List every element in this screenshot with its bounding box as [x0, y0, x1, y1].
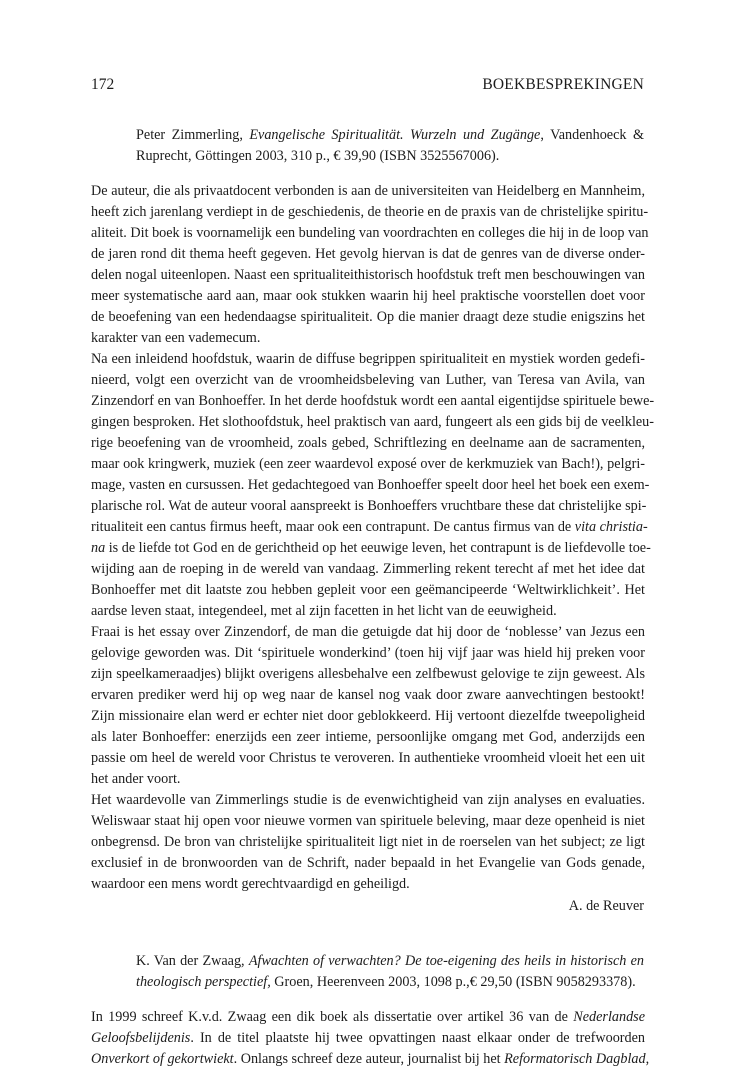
text-run: aliteit. Dit boek is voornamelijk een bundeling van voordrachten en colleges die hij in de loop van: [91, 225, 649, 241]
review-1-text-line: [91, 307, 645, 328]
review-1-text-line: [91, 706, 645, 727]
text-run: delen nogal uiteenlopen. Naast een spritualiteithistorisch hoofdstuk treft men beschouwingen van: [91, 267, 645, 283]
review-1-text-line: [91, 832, 645, 853]
review-1-text-line: [91, 538, 651, 559]
text-run: Zijn missionaire elan werd er echter niet door geblokkeerd. Hij vertoont diezelfde tweepoligheid: [91, 708, 645, 724]
review-1-text-line: [91, 811, 645, 832]
text-run: Zinzendorf en van Bonhoeffer. In het derde hoofdstuk wordt een aantal eigentijdse spirituele bewe-: [91, 393, 655, 409]
italic-text-run: Nederlandse: [573, 1009, 645, 1025]
review-1-text-line: [91, 727, 645, 748]
review-1-text-line: [91, 853, 645, 874]
italic-text-run: vita christia-: [574, 519, 648, 535]
review-1-text-line: [91, 454, 645, 475]
italic-text-run: Afwachten of verwachten? De toe-eigening des heils in historisch en: [248, 953, 644, 969]
text-run: Fraai is het essay over Zinzendorf, de man die getuigde dat hij door de ‘noblesse’ van Jezus een: [91, 624, 645, 640]
review-1-text-line: [91, 601, 557, 622]
text-run: als later Bonhoeffer: enerzijds een zeer intieme, persoonlijke omgang met God, anderzijds een: [91, 729, 645, 745]
text-run: Na een inleidend hoofdstuk, waarin de diffuse begrippen spiritualiteit en mystiek worden gedefi-: [91, 351, 645, 367]
review-1-text-line: [91, 685, 645, 706]
text-run: Weliswaar staat hij open voor nieuwe vormen van spirituele beleving, maar deze openheid is niet: [91, 813, 645, 829]
review-1-text-line: [91, 643, 645, 664]
italic-text-run: theologisch perspectief,: [136, 974, 271, 990]
review-1-text-line: [91, 622, 645, 643]
text-run: ,: [645, 1051, 650, 1067]
running-head: BOEKBESPREKINGEN: [482, 76, 644, 93]
review-1-text-line: [91, 412, 654, 433]
text-run: onbegrensd. De bron van christelijke spiritualiteit ligt niet in de roerselen van het subject; ze ligt: [91, 834, 645, 850]
italic-text-run: Evangelische Spiritualität. Wurzeln und Zugänge: [249, 127, 541, 143]
review-1-text-line: [91, 748, 645, 769]
review-1-text-line: [91, 433, 645, 454]
review-1-text-line: [91, 475, 650, 496]
review-1-text-line: [91, 349, 645, 370]
review-1-text-line: [91, 496, 645, 517]
text-run: wijding aan de roeping in de wereld van vandaag. Zimmerling rekent terecht af met het idee dat: [91, 561, 645, 577]
text-run: Ruprecht, Göttingen 2003, 310 p., € 39,90 (ISBN 3525567006).: [136, 148, 500, 164]
review-1-text-line: [91, 391, 655, 412]
text-run: mage, vasten en cursussen. Het gedachtegoed van Bonhoeffer speelt door heel het boek een exem-: [91, 477, 650, 493]
text-run: is de liefde tot God en de gerichtheid op het eeuwige leven, het contrapunt is de liefdevolle toe-: [105, 540, 651, 556]
review-1-signature: A. de Reuver: [568, 898, 644, 914]
text-run: de beoefening van een hedendaagse spiritualiteit. Op die manier draagt deze studie enigszins het: [91, 309, 645, 325]
review-1-text-line: [91, 223, 649, 244]
text-run: Bonhoeffer met dit laatste zou hebben gepleit voor een geëmancipeerde ‘Weltwirklichkeit’. Het: [91, 582, 645, 598]
italic-text-run: Reformatorisch Dagblad: [504, 1051, 646, 1067]
text-run: De auteur, die als privaatdocent verbonden is aan de universiteiten van Heidelberg en Mannheim,: [91, 183, 645, 199]
text-run: meer systematische aard aan, maar ook stukken waarin hij heel praktische voorstellen doet voor: [91, 288, 645, 304]
review-2-text-line: [91, 1049, 650, 1070]
review-1-text-line: [91, 769, 180, 790]
text-run: karakter van een vademecum.: [91, 330, 261, 346]
text-run: ervaren prediker werd hij op weg naar de kansel nog vaak door zware aanvechtingen bestookt!: [91, 687, 645, 703]
review-1-text-line: [91, 328, 260, 349]
text-run: exclusief in de bronwoorden van de Schrift, nader bepaald in het Evangelie van Gods genade,: [91, 855, 645, 871]
review-1-text-line: [91, 559, 645, 580]
text-run: maar ook kringwerk, muziek (een zeer waardevol exposé over de kerkmuziek van Bach!), pelgri-: [91, 456, 645, 472]
text-run: Het waardevolle van Zimmerlings studie is de evenwichtigheid van zijn analyses en evaluaties.: [91, 792, 645, 808]
text-run: Groen, Heerenveen 2003, 1098 p.,€ 29,50 (ISBN 9058293378).: [270, 974, 636, 990]
review-1-text-line: [91, 517, 648, 538]
text-run: het ander voort.: [91, 771, 181, 787]
text-run: zijn speelkameraadjes) blijkt overigens allesbehalve een zelfbewust gelovige te zijn geweest. Als: [91, 666, 645, 682]
text-run: heeft zich jarenlang verdiept in de geschiedenis, de theorie en de praxis van de christelijke spiritu-: [91, 204, 649, 220]
review-2-citation-line: [136, 972, 636, 993]
review-1-text-line: [91, 202, 649, 223]
review-1-text-line: [91, 265, 645, 286]
review-1-text-line: [91, 664, 645, 685]
review-2-text-line: [91, 1007, 645, 1028]
review-2-text-line: [91, 1028, 645, 1049]
review-1-text-line: [91, 874, 410, 895]
text-run: , Vandenhoeck &: [540, 127, 644, 143]
text-run: waardoor een mens wordt gerechtvaardigd en geheiligd.: [91, 876, 410, 892]
review-1-text-line: [91, 181, 645, 202]
text-run: nieerd, volgt een overzicht van de vroomheidsbeleving van Luther, van Teresa van Avila, van: [91, 372, 645, 388]
italic-text-run: Geloofsbelijdenis: [91, 1030, 191, 1046]
italic-text-run: Onverkort of gekortwiekt: [91, 1051, 234, 1067]
review-2-citation-line: [136, 951, 644, 972]
text-run: K. Van der Zwaag,: [136, 953, 249, 969]
text-run: plarische rol. Wat de auteur vooral aanspreekt is Bonhoeffers vruchtbare these dat christelijke spi-: [91, 498, 647, 514]
text-run: passie om heel de wereld voor Christus te veroveren. In authentieke vroomheid vloeit het een uit: [91, 750, 645, 766]
text-run: gingen besproken. Het slothoofdstuk, heel praktisch van aard, fungeert als een gids bij de veelkleu-: [91, 414, 654, 430]
page-number: 172: [91, 76, 115, 93]
review-1-text-line: [91, 790, 645, 811]
review-1-text-line: [91, 244, 645, 265]
italic-text-run: na: [91, 540, 106, 556]
text-run: . In de titel plaatste hij twee opvattingen naast elkaar onder de trefwoorden: [190, 1030, 645, 1046]
review-1-text-line: [91, 370, 645, 391]
review-1-citation-line: [136, 125, 644, 146]
text-run: rige beoefening van de vroomheid, zoals gebed, Schriftlezing en deelname aan de sacramenten,: [91, 435, 645, 451]
review-1-text-line: [91, 286, 645, 307]
text-run: In 1999 schreef K.v.d. Zwaag een dik boek als dissertatie over artikel 36 van de: [91, 1009, 574, 1025]
text-run: gelovige geworden was. Dit ‘spirituele wonderkind’ (toen hij vijf jaar was hield hij preken voor: [91, 645, 645, 661]
review-1-citation-line: [136, 146, 499, 167]
text-run: ritualiteit een cantus firmus heeft, maar ook een contrapunt. De cantus firmus van de: [91, 519, 575, 535]
text-run: . Onlangs schreef deze auteur, journalist bij het: [233, 1051, 505, 1067]
text-run: aardse leven staat, integendeel, met al zijn facetten in het licht van de eeuwigheid.: [91, 603, 557, 619]
page-header: [91, 76, 644, 98]
text-run: de jaren rond dit thema heeft gegeven. Het gevolg hiervan is dat de genres van de diverse onder-: [91, 246, 645, 262]
review-1-text-line: [91, 580, 645, 601]
text-run: Peter Zimmerling,: [136, 127, 250, 143]
